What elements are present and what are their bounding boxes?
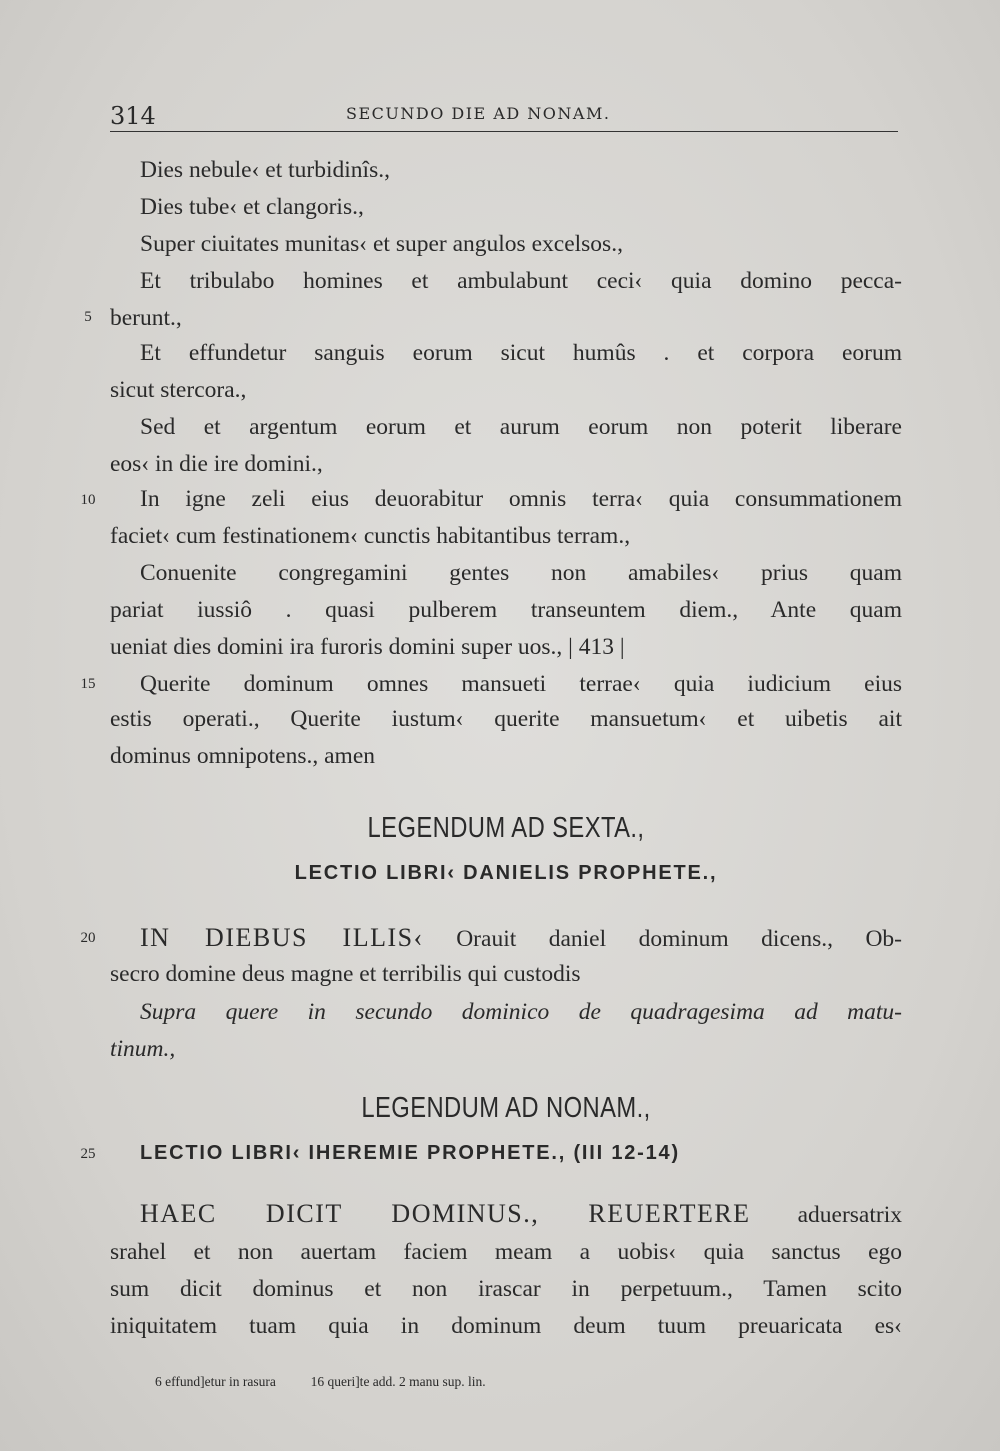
text-line: sicut stercora.,	[110, 377, 247, 403]
rubric-line: tinum.,	[110, 1036, 176, 1062]
text-line: Et effundetur sanguis eorum sicut humûs . et corpora eorum	[140, 340, 902, 366]
text-line: faciet‹ cum festinationem‹ cunctis habitantibus terram.,	[110, 523, 631, 549]
text-line: berunt.,	[110, 305, 182, 331]
section-subheading-sexta: LECTIO LIBRI‹ DANIELIS PROPHETE.,	[294, 862, 718, 884]
text-line: Et tribulabo homines et ambulabunt ceci‹ quia domino pecca-	[140, 268, 902, 294]
text-line: ueniat dies domini ira furoris domini super uos., | 413 |	[110, 634, 625, 660]
footnote: 16 queri]te add. 2 manu sup. lin.	[310, 1374, 486, 1389]
text-line: sum dicit dominus et non irascar in perpetuum., Tamen scito	[110, 1276, 902, 1302]
incipit-caps: HAEC DICIT DOMINUS., REUERTERE	[140, 1199, 751, 1228]
section-heading-nona: LEGENDUM AD NONAM.,	[361, 1092, 651, 1124]
text-span: Orauit daniel dominum dicens., Ob-	[423, 926, 902, 952]
rubric-line: Supra quere in secundo dominico de quadragesima ad matu-	[140, 999, 902, 1025]
text-line: secro domine deus magne et terribilis qui custodis	[110, 961, 581, 987]
text-line: srahel et non auertam faciem meam a uobis‹ quia sanctus ego	[110, 1239, 902, 1265]
text-line	[140, 1196, 902, 1232]
text-line: In igne zeli eius deuorabitur omnis terra‹ quia consummationem	[140, 486, 902, 512]
text-line: Super ciuitates munitas‹ et super angulos excelsos.,	[140, 231, 623, 257]
text-line: estis operati., Querite iustum‹ querite mansuetum‹ et uibetis ait	[110, 706, 902, 732]
text-span: aduersatrix	[750, 1202, 902, 1228]
text-line: iniquitatem tuam quia in dominum deum tuum preuaricata es‹	[110, 1313, 902, 1339]
text-line: eos‹ in die ire domini.,	[110, 451, 323, 477]
text-line: Dies tube‹ et clangoris.,	[140, 194, 364, 220]
text-line: Dies nebule‹ et turbidinîs.,	[140, 157, 390, 183]
text-line	[140, 920, 902, 956]
footnote: 6 effund]etur in rasura	[155, 1374, 276, 1389]
text-line: Conuenite congregamini gentes non amabiles‹ prius quam	[140, 560, 902, 586]
line-number: 20	[80, 930, 96, 946]
text-line: Sed et argentum eorum et aurum eorum non poterit liberare	[140, 414, 902, 440]
incipit-caps: IN DIEBUS ILLIS‹	[140, 923, 424, 952]
header-rule	[110, 131, 898, 132]
text-line: pariat iussiô . quasi pulberem transeuntem diem., Ante quam	[110, 597, 902, 623]
text-line: Querite dominum omnes mansueti terrae‹ quia iudicium eius	[140, 671, 902, 697]
page-number: 314	[110, 102, 156, 130]
running-title: SECUNDO DIE AD NONAM.	[346, 104, 611, 123]
section-subheading-nona: LECTIO LIBRI‹ IHEREMIE PROPHETE., (III 12-14)	[140, 1142, 680, 1164]
line-number: 25	[80, 1146, 96, 1162]
line-number: 15	[80, 676, 96, 692]
line-number: 10	[80, 492, 96, 508]
footnote-block	[155, 1374, 486, 1390]
line-number: 5	[84, 309, 92, 325]
text-line: dominus omnipotens., amen	[110, 743, 376, 769]
section-heading-sexta: LEGENDUM AD SEXTA.,	[367, 812, 645, 844]
page-header	[110, 98, 898, 132]
